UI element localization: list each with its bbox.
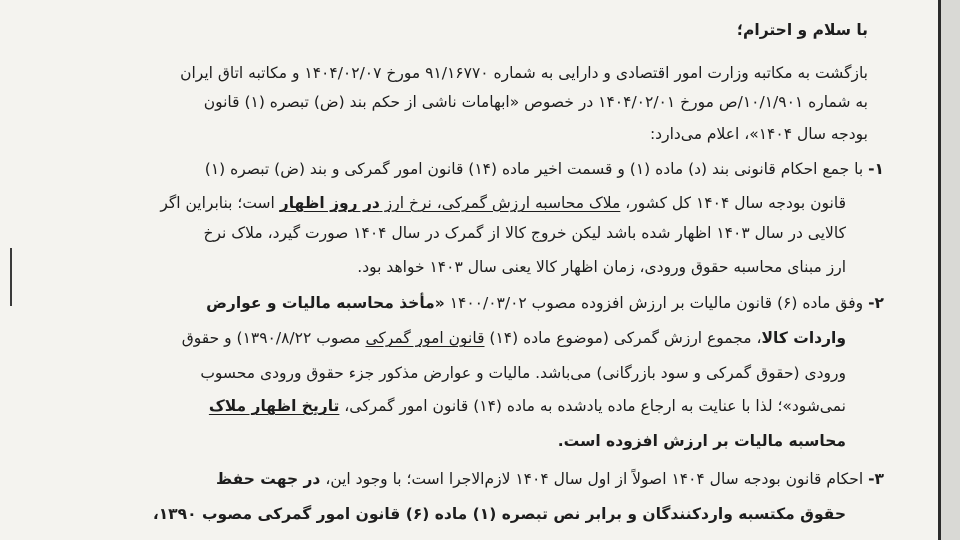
item-2-line-2: واردات کالا، مجموع ارزش گمرکی (موضوع ماده (۱۴) قانون امور گمرکی مصوب ۱۳۹۰/۸/۲۲) و حقوق [181, 329, 846, 347]
greeting: با سلام و احترام؛ [736, 21, 868, 39]
item-3-number: ۳- [868, 470, 884, 488]
intro-line-2: به شماره ۱۰/۱/۹۰۱/ص مورخ ۱۴۰۴/۰۲/۰۱ در خصوص «ابهامات ناشی از حکم بند (ض) تبصره (۱) قانون [203, 93, 868, 111]
letter-body [60, 0, 884, 540]
item-2-line-4: نمی‌شود»؛ لذا با عنایت به ارجاع ماده یادشده به ماده (۱۴) قانون امور گمرکی، تاریخ اظهار ملاک [208, 397, 846, 415]
item-2-line-1: ۲- وفق ماده (۶) قانون مالیات بر ارزش افزوده مصوب ۱۴۰۰/۰۳/۰۲ «مأخذ محاسبه مالیات و عوارض [206, 294, 884, 312]
item-1-number: ۱- [868, 160, 884, 178]
item-1-line-3: کالایی در سال ۱۴۰۳ اظهار شده باشد لیکن خروج کالا از گمرک در سال ۱۴۰۴ صورت گیرد، ملاک نرخ [203, 224, 846, 242]
item-2-number: ۲- [868, 294, 884, 312]
page-edge-shadow [941, 0, 960, 540]
intro-line-3: بودجه سال ۱۴۰۴»، اعلام می‌دارد: [649, 125, 868, 143]
item-1-line-2: قانون بودجه سال ۱۴۰۴ کل کشور، ملاک محاسبه ارزش گمرکی، نرخ ارز در روز اظهار است؛ بنابراین اگر [160, 194, 846, 212]
intro-line-1: بازگشت به مکاتبه وزارت امور اقتصادی و دارایی به شماره ۹۱/۱۶۷۷۰ مورخ ۱۴۰۴/۰۲/۰۷ و مکاتبه اتاق ایران [180, 64, 868, 82]
item-1-line-4: ارز مبنای محاسبه حقوق ورودی، زمان اظهار کالا یعنی سال ۱۴۰۳ خواهد بود. [357, 258, 846, 276]
item-1-line-1: ۱- با جمع احکام قانونی بند (د) ماده (۱) و قسمت اخیر ماده (۱۴) قانون امور گمرکی و بند (ض) تبصره (۱) [204, 160, 884, 178]
item-2-line-3: ورودی (حقوق گمرکی و سود بازرگانی) می‌باشد. مالیات و عوارض مذکور جزء حقوق ورودی محسوب [200, 364, 846, 382]
item-3-line-2: حقوق مکتسبه واردکنندگان و برابر نص تبصره (۱) ماده (۶) قانون امور گمرکی مصوب ۱۳۹۰، [152, 505, 846, 523]
item-2-line-5: محاسبه مالیات بر ارزش افزوده است. [557, 432, 846, 450]
page-edge-mark [10, 248, 12, 306]
item-3-line-1: ۳- احکام قانون بودجه سال ۱۴۰۴ اصولاً از اول سال ۱۴۰۴ لازم‌الاجرا است؛ با وجود این، در جهت حفظ [215, 470, 884, 488]
